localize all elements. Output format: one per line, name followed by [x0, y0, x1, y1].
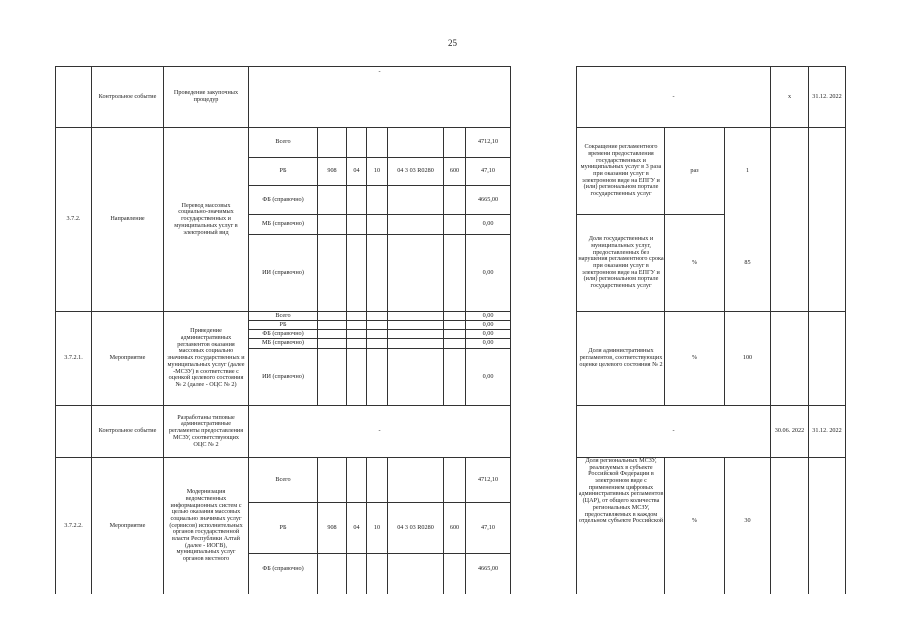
- source-label: ФБ (справочно): [262, 195, 304, 203]
- end-date: 31.12. 2022: [812, 427, 842, 435]
- amount: 47,10: [481, 167, 495, 175]
- dash-cell: -: [378, 427, 381, 435]
- event-type: Контрольное событие: [98, 92, 157, 100]
- csr-code: 04 3 03 R0280: [397, 167, 434, 175]
- source-label: РБ: [279, 167, 287, 175]
- start-date: 30.06. 2022: [774, 427, 805, 435]
- col-line: [808, 66, 809, 594]
- event-name: Разработаны типовые административные регламенты предоставления МСЗУ, соответствующих ОЦС № 2: [168, 413, 244, 448]
- indicator-name: Доля административных регламентов, соответствующих оценке целевого состояния № 2: [579, 347, 663, 368]
- source-label: МБ (справочно): [262, 339, 304, 347]
- indicator-unit: %: [691, 258, 698, 266]
- row-name: Модернизация ведомственных информационных систем с целью оказания массовых социально значимых услуг (сервисов) исполнительных органов государственной власти Республики Алтай (далее - ИОГВ), муниципальных услуг органов местного: [169, 488, 243, 563]
- indicator-value: 85: [744, 258, 751, 266]
- source-label: Всего: [275, 475, 291, 483]
- pr-code: 10: [373, 167, 381, 175]
- col-line: [510, 66, 511, 594]
- source-label: РБ: [279, 523, 287, 531]
- row-number: 3.7.2.2.: [64, 521, 83, 529]
- event-name: Проведение закупочных процедур: [173, 89, 239, 103]
- row-type: Мероприятие: [109, 521, 146, 529]
- grbs-code: 908: [327, 167, 337, 175]
- source-label: Всего: [275, 312, 291, 319]
- indicator-unit: раз: [690, 166, 699, 174]
- indicator-value: 30: [744, 516, 751, 524]
- indicator-name: Доля государственных и муниципальных услуг, предоставленных без нарушения регламентного срока при оказании услуг в электронном виде на ЕПГУ и (или) региональном портале государственных услуг: [578, 235, 664, 290]
- amount: 4665,00: [477, 564, 499, 572]
- row-number: 3.7.2.1.: [64, 354, 83, 362]
- amount: 0,00: [482, 339, 494, 347]
- dash-cell: -: [672, 427, 675, 435]
- page-number: 25: [448, 38, 457, 48]
- amount: 4712,10: [477, 138, 499, 146]
- amount: 0,00: [482, 321, 494, 328]
- indicator-name: Доля региональных МСЗУ, реализуемых в субъекте Российской Федерации в электронном виде с применением цифровых административных регламентов (ЦАР), от общего количества региональных МСЗУ, предоставляемых в каждом отдельном субъекте Российской: [578, 458, 664, 525]
- source-label: МБ (справочно): [262, 220, 304, 228]
- amount: 0,00: [482, 330, 494, 337]
- source-label: ФБ (справочно): [262, 330, 304, 337]
- rz-code: 04: [353, 523, 360, 531]
- row-name: Приведение административных регламентов оказания массовых социально значимых государственных и муниципальных услуг (далее -МСЗУ) в соответствие с оценкой целевого состояния № 2 (далее - ОЦС № 2): [167, 327, 245, 388]
- dash-cell: -: [378, 67, 381, 75]
- source-label: Всего: [275, 138, 291, 146]
- indicator-value: 1: [745, 166, 750, 174]
- vr-code: 600: [449, 523, 460, 531]
- grbs-code: 908: [327, 523, 337, 531]
- amount: 0,00: [482, 268, 494, 276]
- row-number: 3.7.2.: [66, 215, 81, 223]
- dash-cell: -: [672, 92, 675, 100]
- vr-code: 600: [449, 167, 460, 175]
- row-type: Направление: [110, 215, 145, 223]
- amount: 0,00: [482, 312, 494, 319]
- csr-code: 04 3 03 R0280: [397, 523, 434, 531]
- event-type: Контрольное событие: [98, 427, 157, 435]
- pr-code: 10: [373, 523, 381, 531]
- source-label: ФБ (справочно): [262, 564, 304, 572]
- amount: 0,00: [482, 372, 494, 380]
- source-label: ИИ (справочно): [262, 268, 304, 276]
- amount: 47,10: [481, 523, 495, 531]
- col-line: [845, 66, 846, 594]
- col-line: [163, 66, 164, 594]
- indicator-unit: %: [691, 516, 698, 524]
- rz-code: 04: [353, 167, 360, 175]
- source-label: ИИ (справочно): [262, 372, 304, 380]
- mark-cell: x: [787, 92, 792, 100]
- amount: 0,00: [482, 220, 494, 228]
- indicator-value: 100: [742, 354, 753, 362]
- col-line: [576, 66, 577, 594]
- row-name: Перевод массовых социально-значимых государственных и муниципальных услуг в электронный вид: [174, 201, 238, 236]
- amount: 4665,00: [477, 195, 499, 203]
- source-label: РБ: [279, 321, 287, 328]
- col-line: [770, 66, 771, 594]
- indicator-unit: %: [691, 354, 698, 362]
- amount: 4712,10: [477, 475, 499, 483]
- indicator-name: Сокращение регламентного времени предоставления государственных и муниципальных услуг в 3 раза при оказании услуг в электронном виде на ЕПГУ и (или) региональном портале государственных услуг: [580, 143, 662, 198]
- row-type: Мероприятие: [109, 354, 146, 362]
- end-date: 31.12. 2022: [812, 92, 842, 100]
